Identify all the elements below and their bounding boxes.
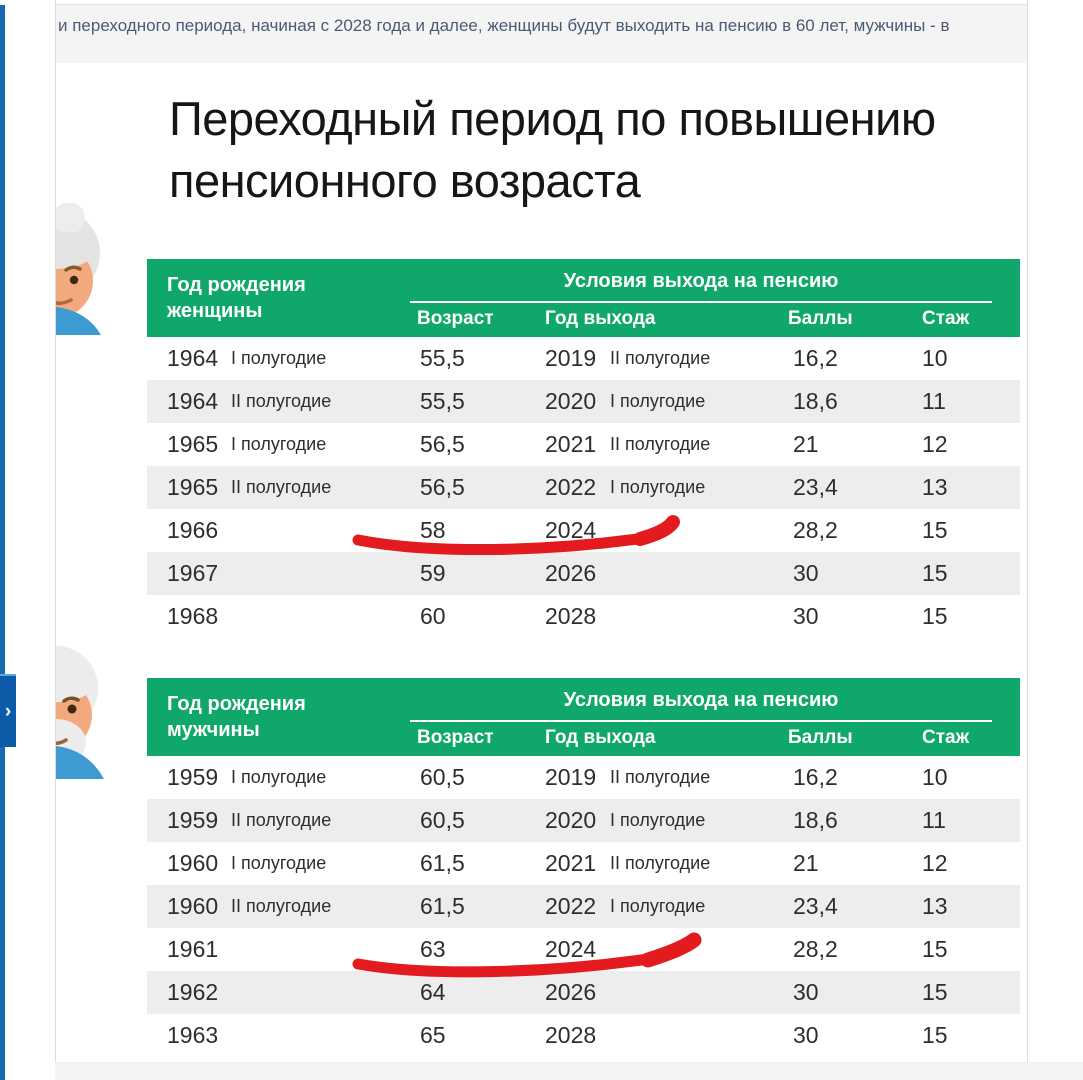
cell-service: 15 — [922, 517, 948, 543]
cell-service: 11 — [922, 388, 946, 414]
table-row — [147, 756, 1020, 799]
cell-points: 30 — [793, 1022, 819, 1048]
cell-service: 15 — [922, 603, 948, 629]
column-header-service: Стаж — [922, 727, 970, 748]
cell-age: 55,5 — [420, 388, 465, 414]
cell-service: 11 — [922, 807, 946, 833]
footer-strip — [55, 1062, 1083, 1080]
conditions-group-header: Условия выхода на пенсию — [563, 689, 839, 711]
cell-service: 12 — [922, 850, 948, 876]
cell-age: 60 — [420, 603, 446, 629]
cell-points: 18,6 — [793, 388, 838, 414]
table-row — [147, 423, 1020, 466]
cell-service: 15 — [922, 1022, 948, 1048]
cell-points: 30 — [793, 603, 819, 629]
cell-birth-halfyear: II полугодие — [231, 477, 332, 497]
cell-birth-year: 1962 — [167, 979, 219, 1005]
page-title-line1: Переходный период по повышению — [169, 92, 936, 145]
cell-exit-halfyear: II полугодие — [610, 434, 711, 454]
column-header-exit-year: Год выхода — [545, 727, 656, 748]
cell-birth-year: 1959 — [167, 764, 219, 790]
header-divider — [410, 301, 992, 303]
cell-service: 15 — [922, 936, 948, 962]
column-header-service: Стаж — [922, 308, 970, 329]
cell-exit-year: 2021 — [545, 431, 597, 457]
cell-exit-halfyear: I полугодие — [610, 810, 706, 830]
cell-exit-year: 2026 — [545, 979, 597, 1005]
left-edge-strip — [0, 5, 5, 1080]
pension-table-men — [147, 678, 1020, 1057]
table-header-men — [147, 678, 1020, 756]
birth-year-column-header — [167, 691, 306, 743]
cell-age: 59 — [420, 560, 446, 586]
cell-exit-halfyear: II полугодие — [610, 348, 711, 368]
cell-birth-year: 1959 — [167, 807, 219, 833]
cell-birth-year: 1960 — [167, 850, 219, 876]
cell-points: 23,4 — [793, 474, 838, 500]
cell-birth-year: 1963 — [167, 1022, 219, 1048]
cell-birth-year: 1964 — [167, 388, 219, 414]
cell-points: 16,2 — [793, 764, 838, 790]
table-row — [147, 885, 1020, 928]
page-title-line2: пенсионного возраста — [169, 154, 641, 207]
cell-exit-halfyear: I полугодие — [610, 477, 706, 497]
cell-exit-year: 2022 — [545, 474, 597, 500]
cell-age: 60,5 — [420, 764, 465, 790]
cell-service: 15 — [922, 979, 948, 1005]
cell-birth-halfyear: I полугодие — [231, 348, 327, 368]
cell-age: 58 — [420, 517, 446, 543]
header-line: женщины — [167, 300, 263, 322]
cell-exit-year: 2028 — [545, 603, 597, 629]
column-header-points: Баллы — [788, 308, 853, 329]
cell-birth-year: 1960 — [167, 893, 219, 919]
cell-birth-halfyear: I полугодие — [231, 767, 327, 787]
header-divider — [410, 720, 992, 722]
cell-age: 64 — [420, 979, 446, 1005]
table-row — [147, 552, 1020, 595]
cell-exit-halfyear: II полугодие — [610, 767, 711, 787]
cell-service: 13 — [922, 474, 948, 500]
cell-birth-halfyear: II полугодие — [231, 810, 332, 830]
cell-birth-halfyear: II полугодие — [231, 896, 332, 916]
header-line: мужчины — [167, 719, 260, 741]
cell-birth-year: 1965 — [167, 431, 219, 457]
table-row — [147, 509, 1020, 552]
cell-points: 23,4 — [793, 893, 838, 919]
cell-age: 55,5 — [420, 345, 465, 371]
cell-exit-year: 2020 — [545, 388, 597, 414]
cell-age: 61,5 — [420, 850, 465, 876]
cell-birth-year: 1966 — [167, 517, 219, 543]
cell-age: 65 — [420, 1022, 446, 1048]
table-row — [147, 928, 1020, 971]
table-row — [147, 337, 1020, 380]
cell-birth-year: 1965 — [167, 474, 219, 500]
cell-age: 56,5 — [420, 474, 465, 500]
cell-age: 61,5 — [420, 893, 465, 919]
cell-points: 16,2 — [793, 345, 838, 371]
cell-exit-year: 2026 — [545, 560, 597, 586]
cell-birth-halfyear: II полугодие — [231, 391, 332, 411]
elderly-woman-avatar — [56, 203, 131, 335]
page-title — [169, 88, 936, 212]
header-line: Год рождения — [167, 693, 306, 715]
table-row — [147, 595, 1020, 638]
cell-service: 13 — [922, 893, 948, 919]
table-row — [147, 380, 1020, 423]
table-row — [147, 1014, 1020, 1057]
cell-points: 28,2 — [793, 517, 838, 543]
cell-exit-halfyear: I полугодие — [610, 896, 706, 916]
cell-age: 63 — [420, 936, 446, 962]
cell-exit-halfyear: II полугодие — [610, 853, 711, 873]
cell-birth-year: 1964 — [167, 345, 219, 371]
table-row — [147, 971, 1020, 1014]
intro-text: и переходного периода, начиная с 2028 года и далее, женщины будут выходить на пенсию в 60 лет, мужчины - в — [58, 16, 950, 35]
cell-service: 10 — [922, 764, 948, 790]
side-panel-toggle[interactable] — [0, 674, 16, 747]
table-row — [147, 799, 1020, 842]
top-text-bar — [56, 4, 1027, 63]
cell-exit-halfyear: I полугодие — [610, 391, 706, 411]
column-header-age: Возраст — [417, 308, 494, 329]
cell-exit-year: 2022 — [545, 893, 597, 919]
table-body-women — [147, 337, 1020, 638]
birth-year-column-header — [167, 272, 306, 324]
cell-exit-year: 2020 — [545, 807, 597, 833]
cell-exit-year: 2028 — [545, 1022, 597, 1048]
elderly-man-avatar — [56, 643, 136, 779]
cell-birth-year: 1967 — [167, 560, 219, 586]
cell-points: 21 — [793, 431, 819, 457]
cell-points: 21 — [793, 850, 819, 876]
table-body-men — [147, 756, 1020, 1057]
cell-exit-year: 2024 — [545, 936, 597, 962]
cell-exit-year: 2019 — [545, 764, 597, 790]
cell-service: 15 — [922, 560, 948, 586]
column-header-points: Баллы — [788, 727, 853, 748]
cell-age: 60,5 — [420, 807, 465, 833]
pension-table-women — [147, 259, 1020, 638]
cell-points: 28,2 — [793, 936, 838, 962]
column-header-exit-year: Год выхода — [545, 308, 656, 329]
column-header-age: Возраст — [417, 727, 494, 748]
cell-service: 10 — [922, 345, 948, 371]
cell-exit-year: 2024 — [545, 517, 597, 543]
cell-exit-year: 2021 — [545, 850, 597, 876]
cell-exit-year: 2019 — [545, 345, 597, 371]
chevron-right-icon: › — [4, 701, 12, 722]
cell-birth-year: 1961 — [167, 936, 219, 962]
table-row — [147, 466, 1020, 509]
cell-points: 30 — [793, 560, 819, 586]
cell-service: 12 — [922, 431, 948, 457]
cell-birth-halfyear: I полугодие — [231, 853, 327, 873]
cell-birth-year: 1968 — [167, 603, 219, 629]
table-header-women — [147, 259, 1020, 337]
cell-age: 56,5 — [420, 431, 465, 457]
header-line: Год рождения — [167, 274, 306, 296]
table-row — [147, 842, 1020, 885]
cell-points: 18,6 — [793, 807, 838, 833]
cell-points: 30 — [793, 979, 819, 1005]
cell-birth-halfyear: I полугодие — [231, 434, 327, 454]
conditions-group-header: Условия выхода на пенсию — [563, 270, 839, 292]
